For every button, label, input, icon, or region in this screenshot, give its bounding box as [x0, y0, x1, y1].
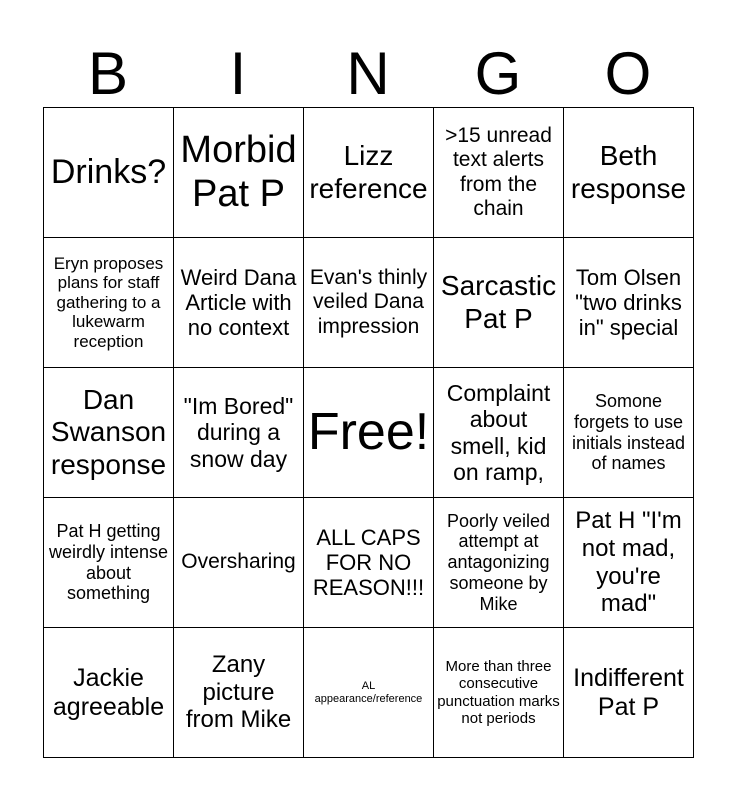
bingo-cell: [44, 368, 174, 498]
cell-text: Pat H "I'm not mad, you're mad": [575, 507, 682, 618]
bingo-cell: [434, 628, 564, 758]
cell-text: Weird Dana Article with no context: [180, 264, 297, 341]
bingo-cell: [304, 628, 434, 758]
cell-text: Somone forgets to use initials instead of names: [571, 391, 686, 474]
cell-text: Evan's thinly veiled Dana impression: [309, 266, 428, 338]
bingo-cell: [434, 498, 564, 628]
bingo-cell: [174, 108, 304, 238]
bingo-cell: [434, 238, 564, 368]
cell-text: Complaint about smell, kid on ramp,: [446, 379, 551, 485]
bingo-cell: [174, 498, 304, 628]
cell-text: Beth response: [570, 140, 687, 204]
cell-text: Zany picture from Mike: [185, 651, 292, 734]
bingo-cell: [434, 108, 564, 238]
cell-text: Sarcastic Pat P: [440, 270, 557, 334]
bingo-cell: [304, 498, 434, 628]
free-space-text: Free!: [307, 402, 430, 461]
cell-text: Eryn proposes plans for staff gathering to a lukewarm reception: [53, 253, 164, 351]
cell-text: Morbid Pat P: [180, 128, 297, 215]
header-letter-o: O: [604, 40, 652, 107]
cell-text: Pat H getting weirdly intense about something: [48, 521, 169, 604]
bingo-cell: [564, 108, 694, 238]
cell-text: "Im Bored" during a snow day: [183, 392, 294, 472]
bingo-cell: [174, 628, 304, 758]
bingo-cell: [44, 108, 174, 238]
cell-text: More than three consecutive punctuation marks not periods: [437, 658, 560, 727]
header-letter-g: G: [474, 40, 522, 107]
bingo-cell: [304, 238, 434, 368]
cell-text: >15 unread text alerts from the chain: [445, 124, 552, 220]
cell-text: Indifferent Pat P: [573, 663, 684, 721]
bingo-header: [43, 40, 693, 108]
header-letter-n: N: [346, 40, 390, 107]
cell-text: Dan Swanson response: [50, 384, 167, 480]
cell-text: Tom Olsen "two drinks in" special: [575, 264, 682, 341]
bingo-grid: [43, 107, 694, 758]
free-space: [304, 368, 434, 498]
cell-text: AL appearance/reference: [314, 679, 423, 705]
bingo-cell: [44, 238, 174, 368]
header-letter-i: I: [229, 40, 247, 107]
cell-text: Oversharing: [181, 550, 296, 574]
bingo-cell: [564, 498, 694, 628]
bingo-cell: [434, 368, 564, 498]
bingo-cell: [304, 108, 434, 238]
bingo-cell: [174, 238, 304, 368]
bingo-cell: [564, 628, 694, 758]
cell-text: ALL CAPS FOR NO REASON!!!: [312, 524, 425, 601]
bingo-cell: [44, 628, 174, 758]
bingo-cell: [174, 368, 304, 498]
cell-text: Lizz reference: [309, 140, 428, 204]
cell-text: Poorly veiled attempt at antagonizing someone by Mike: [446, 510, 551, 614]
bingo-cell: [564, 238, 694, 368]
bingo-cell: [564, 368, 694, 498]
bingo-cell: [44, 498, 174, 628]
cell-text: Jackie agreeable: [52, 663, 165, 721]
header-letter-b: B: [87, 40, 129, 107]
cell-text: Drinks?: [50, 152, 167, 191]
